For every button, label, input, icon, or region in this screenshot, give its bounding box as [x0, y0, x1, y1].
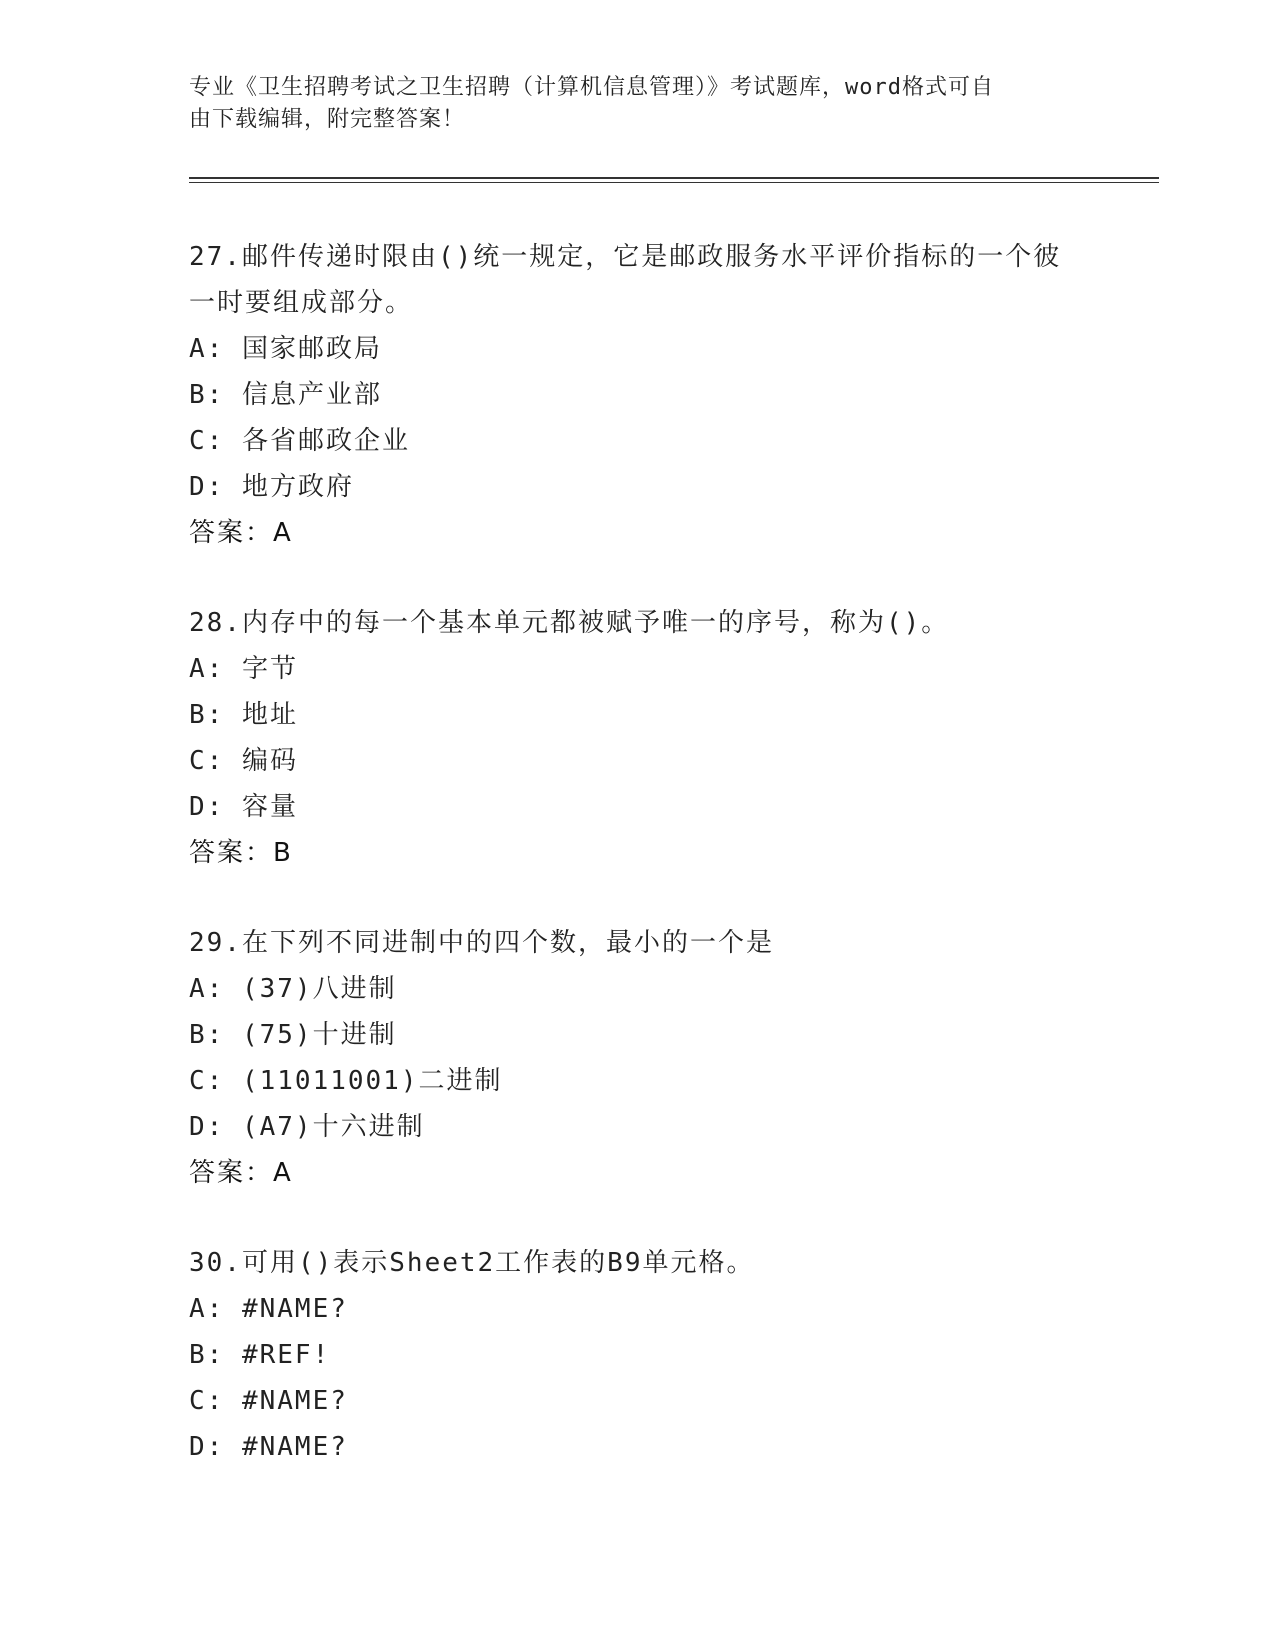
option-b: B: (75)十进制: [189, 1020, 397, 1050]
option-a: A: 国家邮政局: [189, 334, 382, 364]
answer-line: 答案：B: [189, 838, 293, 868]
option-d: D: (A7)十六进制: [189, 1112, 425, 1142]
question-stem-line: 一时要组成部分。: [189, 288, 414, 318]
option-b: B: #REF!: [189, 1340, 331, 1370]
answer-line: 答案：A: [189, 518, 293, 548]
question-stem-line: 27.邮件传递时限由()统一规定，它是邮政服务水平评价指标的一个彼: [189, 242, 1062, 272]
option-b: B: 地址: [189, 700, 298, 730]
option-c: C: #NAME?: [189, 1386, 348, 1416]
option-d: D: 容量: [189, 792, 298, 822]
header-divider-thin: [189, 182, 1159, 183]
option-b: B: 信息产业部: [189, 380, 382, 410]
option-c: C: 各省邮政企业: [189, 426, 410, 456]
option-a: A: #NAME?: [189, 1294, 348, 1324]
question-stem-line: 29.在下列不同进制中的四个数，最小的一个是: [189, 928, 774, 958]
header-line-1: 专业《卫生招聘考试之卫生招聘（计算机信息管理）》考试题库，word格式可自: [189, 75, 994, 100]
option-c: C: (11011001)二进制: [189, 1066, 503, 1096]
document-header: [189, 72, 1069, 136]
question-30: [189, 1240, 1089, 1470]
answer-line: 答案：A: [189, 1158, 293, 1188]
option-d: D: 地方政府: [189, 472, 354, 502]
header-line-2: 由下载编辑，附完整答案！: [189, 107, 466, 132]
option-d: D: #NAME?: [189, 1432, 348, 1462]
header-divider-thick: [189, 177, 1159, 179]
question-27: [189, 234, 1089, 556]
question-stem-line: 28.内存中的每一个基本单元都被赋予唯一的序号，称为()。: [189, 608, 950, 638]
option-a: A: (37)八进制: [189, 974, 397, 1004]
question-29: [189, 920, 1089, 1196]
question-stem-line: 30.可用()表示Sheet2工作表的B9单元格。: [189, 1248, 755, 1278]
option-c: C: 编码: [189, 746, 298, 776]
question-28: [189, 600, 1089, 876]
option-a: A: 字节: [189, 654, 298, 684]
